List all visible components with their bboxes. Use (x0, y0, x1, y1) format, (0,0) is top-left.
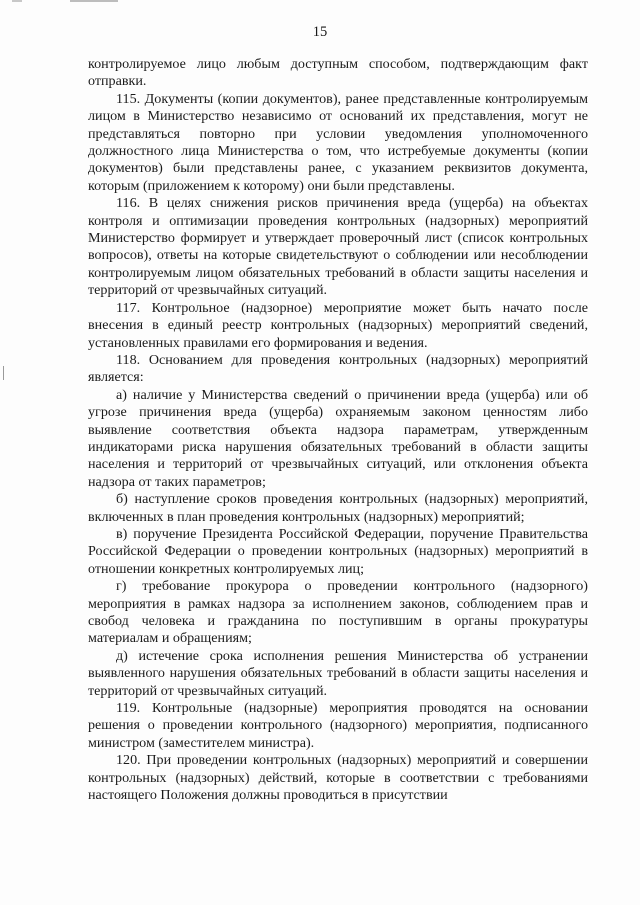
scan-artifact (70, 0, 118, 2)
paragraph-115: 115. Документы (копии документов), ранее представленные контролируемым лицом в Министерство независимо от оснований их представления, могут не представляться повторно при условии уведомления уполномоченного должностного лица Министерства о том, что истребуемые документы (копии документов) были представлены ранее, с указанием реквизитов документа, которым (приложением к которому) они были представлены. (88, 90, 588, 194)
document-body (88, 56, 588, 804)
paragraph-117: 117. Контрольное (надзорное) мероприятие может быть начато после внесения в единый реестр контрольных (надзорных) мероприятий сведений, установленных правилами его формирования и ведения. (88, 299, 588, 351)
paragraph-continuation: контролируемое лицо любым доступным способом, подтверждающим факт отправки. (88, 56, 588, 90)
paragraph-119: 119. Контрольные (надзорные) мероприятия проводятся на основании решения о проведении контрольного (надзорного) мероприятия, подписанного министром (заместителем министра). (88, 700, 588, 751)
scan-artifact (3, 366, 4, 380)
paragraph-118-g: г) требование прокурора о проведении контрольного (надзорного) мероприятия в рамках надзора за исполнением законов, соблюдением прав и свобод человека и гражданина по поступившим в органы прокуратуры материалам и обращениям; (88, 578, 588, 647)
page-number: 15 (312, 24, 328, 40)
paragraph-118-v: в) поручение Президента Российской Федерации, поручение Правительства Российской Федерации о проведении контрольных (надзорных) мероприятий в отношении конкретных контролируемых лиц; (88, 525, 588, 577)
paragraph-116: 116. В целях снижения рисков причинения вреда (ущерба) на объектах контроля и оптимизации проведения контрольных (надзорных) мероприятий Министерство формирует и утверждает проверочный лист (список контрольных вопросов), ответы на которые свидетельствуют о соблюдении или несоблюдении контролируемым лицом обязательных требований в области защиты населения и территорий от чрезвычайных ситуаций. (88, 195, 588, 299)
paragraph-118-a: а) наличие у Министерства сведений о причинении вреда (ущерба) или об угрозе причинения вреда (ущерба) охраняемым законом ценностям либо выявление соответствия объекта надзора параметрам, утвержденным индикаторами риска нарушения обязательных требований в области защиты населения и территорий от чрезвычайных ситуаций, или отклонения объекта надзора от таких параметров; (88, 386, 588, 490)
paragraph-120: 120. При проведении контрольных (надзорных) мероприятий и совершении контрольных (надзорных) действий, которые в соответствии с требованиями настоящего Положения должны проводиться в присутствии (88, 752, 588, 804)
paragraph-118: 118. Основанием для проведения контрольных (надзорных) мероприятий является: (88, 351, 588, 386)
scan-artifact (12, 0, 22, 2)
paragraph-118-b: б) наступление сроков проведения контрольных (надзорных) мероприятий, включенных в план проведения контрольных (надзорных) мероприятий; (88, 491, 588, 525)
paragraph-118-d: д) истечение срока исполнения решения Министерства об устранении выявленного нарушения обязательных требований в области защиты населения и территорий от чрезвычайных ситуаций. (88, 647, 588, 699)
